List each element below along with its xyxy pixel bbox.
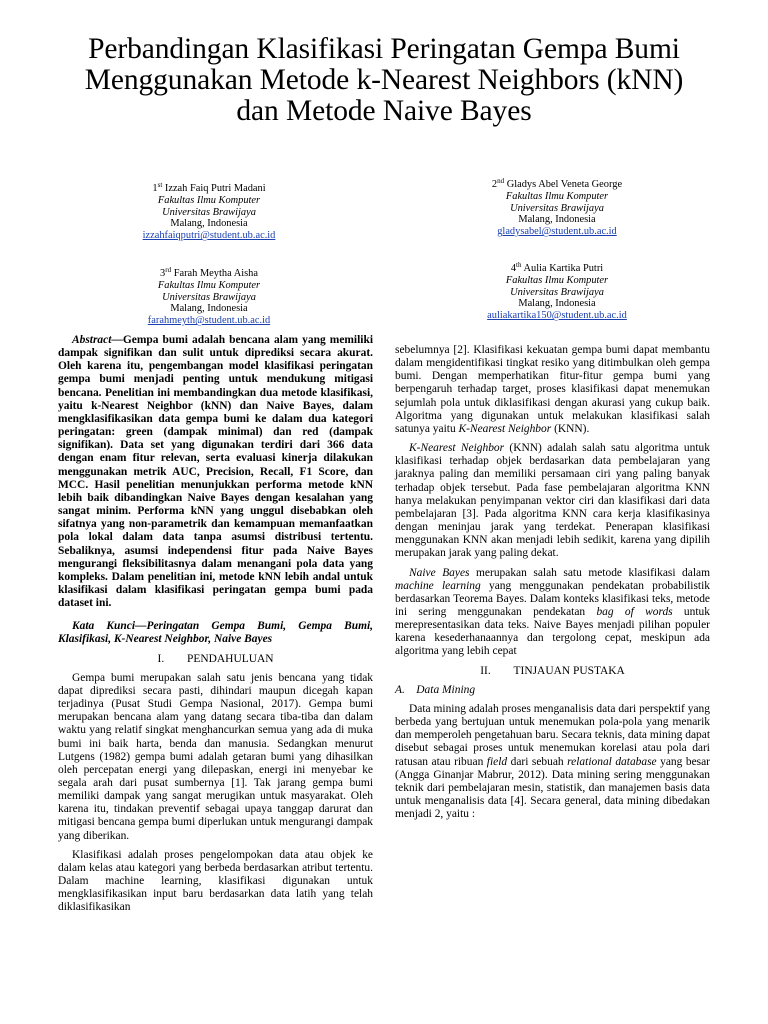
text-run: Data mining adalah proses menganalisis data dari perspektif yang berbeda yang bertujuan untuk menemukan pola-pola yang menarik dan memperoleh pengetahuan baru. Secara teknis, data mining dapat disebut sebagai proses untuk menemukan korelasi atau pola dari ratusan atau ribuan	[395, 702, 710, 768]
author-faculty: Fakultas Ilmu Komputer	[157, 194, 261, 206]
author-university: Universitas Brawijaya	[162, 291, 256, 303]
author-city: Malang, Indonesia	[518, 214, 596, 226]
author-ordinal: nd	[497, 177, 505, 185]
left-column	[58, 334, 373, 915]
text-run: merupakan salah satu metode klasifikasi dalam	[469, 566, 710, 579]
term-relational-database: relational database	[567, 755, 657, 768]
author-email-link[interactable]: farahmeyth@student.ub.ac.id	[147, 315, 271, 327]
author-city: Malang, Indonesia	[170, 218, 248, 230]
author-block-3	[79, 268, 339, 327]
author-block-2	[427, 179, 687, 238]
abstract-label: Abstract	[72, 334, 112, 346]
paragraph-continuation	[395, 344, 710, 436]
author-number: 1	[152, 183, 158, 194]
keywords-label: Kata Kunci	[72, 620, 136, 633]
author-email-link[interactable]: gladysabel@student.ub.ac.id	[497, 226, 617, 238]
author-block-4	[427, 263, 687, 322]
text-run: untuk merepresentasikan data teks. Naive Bayes menjadi pilihan populer karena kesederhanaannya dan tergolong cepat, meskipun ada algoritma yang lebih cepat	[395, 605, 710, 658]
author-email-link[interactable]: auliakartika150@student.ub.ac.id	[487, 310, 627, 322]
author-name: Aulia Kartika Putri	[523, 263, 604, 274]
author-city: Malang, Indonesia	[518, 298, 596, 310]
author-name: Izzah Faiq Putri Madani	[164, 183, 266, 194]
term-naive-bayes: Naive Bayes	[409, 566, 470, 579]
text-run: (KNN) adalah salah satu algoritma untuk klasifikasi terhadap objek berdasarkan data pembelajaran yang jaraknya paling dan memiliki persamaan ciri yang paling banyak terhadap objek tersebut. Pada fase pembelajaran algoritma KNN hanya melakukan penyimpanan vektor ciri dan klasifikasi dari data pembelajaran [3]. Pada algoritma KNN cara kerja klasifikasinya dengan meninjau jarak yang terdekat. Penerapan klasifikasi menggunakan KNN akan menjadi lebih sedikit, karena yang dipilih merupakan jarak yang paling dekat.	[395, 442, 710, 560]
term-bag-of-words: bag of words	[596, 605, 673, 618]
title-line-2: Menggunakan Metode k-Nearest Neighbors (kNN)	[84, 64, 684, 96]
author-number: 4	[510, 263, 517, 274]
author-number: 3	[160, 268, 166, 279]
term-knn: K-Nearest Neighbor	[458, 422, 552, 435]
author-name: Farah Meytha Aisha	[173, 268, 258, 279]
author-faculty: Fakultas Ilmu Komputer	[505, 190, 609, 202]
author-faculty: Fakultas Ilmu Komputer	[157, 279, 261, 291]
author-university: Universitas Brawijaya	[510, 286, 604, 298]
paragraph-data-mining	[395, 703, 710, 821]
paragraph-naive-bayes	[395, 567, 710, 659]
abstract	[58, 334, 373, 610]
author-email-link[interactable]: izzahfaiqputri@student.ub.ac.id	[142, 230, 276, 242]
text-run: sebelumnya [2]. Klasifikasi kekuatan gempa bumi dapat membantu dalam mengidentifikasi tingkat resiko yang ditimbulkan oleh gempa bumi. Dengan memperhatikan fitur-fitur gempa bumi yang berpengaruh terhadap target, proses klasifikasi dapat menemukan sejumlah pola untuk diklasifikasi dengan akurasi yang cukup baik. Algoritma yang digunakan untuk melakukan klasifikasi salah satunya yaitu	[395, 344, 710, 435]
abstract-text: —Gempa bumi adalah bencana alam yang memiliki dampak signifikan dan sulit untuk diprediksi secara akurat. Oleh karena itu, pengembangan model klasifikasi peringatan gempa bumi menjadi penting untuk mendukung mitigasi bencana. Penelitian ini membandingkan dua metode klasifikasi, yaitu k-Nearest Neighbor (kNN) dan Naive Bayes, dalam mengklasifikasikan data gempa bumi ke dalam dua kategori peringatan: green (dampak minimal) dan red (dampak signifikan). Data set yang digunakan terdiri dari 366 data dengan enam fitur relevan, serta evaluasi kinerja dilakukan menggunakan metrik AUC, Precision, Recall, F1 Score, dan MCC. Hasil penelitian menunjukkan performa metode kNN lebih baik dibandingkan Naive Bayes dengan kesalahan yang sangat minim. Performa kNN yang unggul disebabkan oleh sifatnya yang non-parametrik dan kemampuan memanfaatkan pola lokal dalam data tanpa asumsi distribusi tertentu. Sebaliknya, asumsi independensi fitur pada Naive Bayes mengurangi fleksibilitasnya dalam menangani pola data yang kompleks. Dalam penelitian ini, metode kNN lebih andal untuk klasifikasi dalam klasifikasi peringatan gempa bumi pada dataset ini.	[58, 334, 373, 610]
author-number: 2	[491, 179, 498, 190]
paragraph-intro-1: Gempa bumi merupakan salah satu jenis bencana yang tidak dapat diprediksi secara pasti, dihindari maupun dicegah kapan terjadinya (Pusat Studi Gempa Nasional, 2017). Gempa bumi merupakan bencana alam yang datang secara tiba-tiba dan dalam waktu yang relatif singkat menghancurkan semua yang ada di muka bumi ini baik harta, benda dan manusia. Sedangkan menurut Lutgens (1982) gempa bumi adalah getaran bumi yang dihasilkan oleh percepatan energi yang dilepaskan, energi ini menyebar ke segala arah dari pusat sumbernya [1]. Tak jarang gempa bumi memiliki dampak yang sangat merugikan untuk masyarakat. Oleh karena itu, tindakan preventif sebagai upaya tanggap darurat dan mitigasi bencana gempa bumi diperlukan untuk mengurangi dampak yang diberikan.	[58, 671, 373, 842]
text-run: dari sebuah	[507, 755, 568, 768]
author-block-1	[79, 183, 339, 242]
author-faculty: Fakultas Ilmu Komputer	[505, 274, 609, 286]
section-heading-2: II. TINJAUAN PUSTAKA	[480, 664, 625, 677]
paper-title	[30, 34, 738, 127]
author-university: Universitas Brawijaya	[162, 206, 256, 218]
paragraph-knn	[395, 442, 710, 560]
keywords-text: —Peringatan Gempa Bumi, Gempa Bumi, Klasifikasi, K-Nearest Neighbor, Naive Bayes	[58, 620, 374, 646]
author-name: Gladys Abel Veneta George	[506, 179, 623, 190]
author-ordinal: rd	[165, 266, 172, 274]
text-run: yang besar (Angga Ginanjar Mabrur, 2012). Data mining sering menggunakan teknik dari pembelajaran mesin, statistik, dan manajemen basis data untuk menganalisis data [4]. Secara general, data mining dibedakan menjadi 2, yaitu :	[395, 755, 710, 821]
term-field: field	[486, 755, 508, 768]
text-run: (KNN).	[551, 422, 590, 435]
text-run: yang menggunakan pendekatan probabilistik berdasarkan Teorema Bayes. Dalam konteks klasifikasi teks, metode ini sering menggunakan pendekatan	[395, 579, 710, 618]
title-line-3: dan Metode Naive Bayes	[236, 95, 532, 127]
right-column	[395, 344, 710, 821]
paragraph-intro-2: Klasifikasi adalah proses pengelompokan data atau objek ke dalam kelas atau kategori yang berbeda berdasarkan atribut tertentu. Dalam machine learning, klasifikasi digunakan untuk mengklasifikasikan input baru berdasarkan data latih yang telah diklasifikasikan	[58, 848, 373, 914]
term-knn: K-Nearest Neighbor	[409, 442, 505, 455]
author-ordinal: st	[157, 181, 163, 189]
subsection-heading-data-mining: A. Data Mining	[395, 683, 476, 696]
section-heading-1: I. PENDAHULUAN	[157, 652, 274, 665]
title-line-1: Perbandingan Klasifikasi Peringatan Gempa Bumi	[88, 33, 680, 65]
keywords	[58, 620, 373, 646]
author-ordinal: th	[516, 261, 522, 269]
term-machine-learning: machine learning	[395, 579, 481, 592]
author-university: Universitas Brawijaya	[510, 202, 604, 214]
author-city: Malang, Indonesia	[170, 303, 248, 315]
